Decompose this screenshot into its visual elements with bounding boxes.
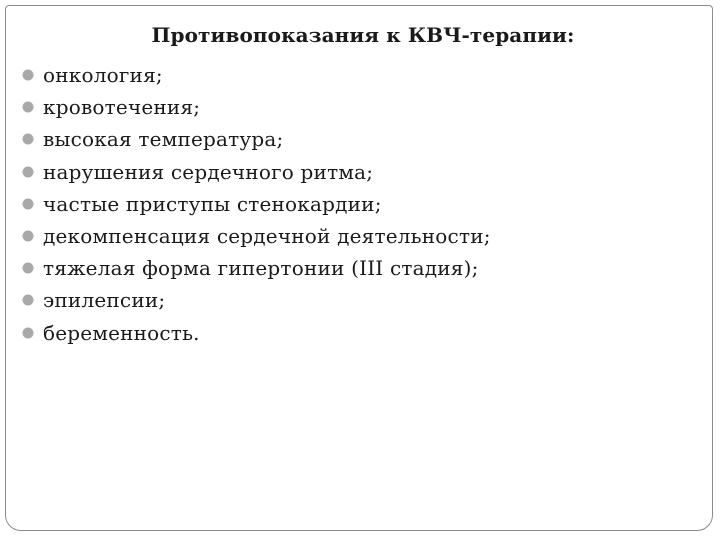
bullet-icon [22,198,34,210]
list-item [22,220,491,252]
bullet-icon [22,294,34,306]
list-item-text: онкология; [43,63,163,88]
list-item-text: частые приступы стенокардии; [43,191,382,216]
bullet-icon [22,166,34,178]
list-item [22,59,491,91]
list-item-text: эпилепсии; [43,288,166,313]
list-item-text: нарушения сердечного ритма; [43,159,374,184]
bullet-icon [22,327,34,339]
bullet-icon [22,133,34,145]
list-item [22,317,491,349]
list-item [22,188,491,220]
list-item [22,156,491,188]
list-item-text: высокая температура; [43,127,284,152]
list-item [22,252,491,284]
bullet-icon [22,101,34,113]
list-item-text: декомпенсация сердечной деятельности; [43,224,491,249]
bullet-icon [22,69,34,81]
bullet-list [22,59,491,349]
bullet-icon [22,262,34,274]
slide-title: Противопоказания к КВЧ-терапии: [151,23,575,47]
bullet-icon [22,230,34,242]
list-item-text: кровотечения; [43,95,201,120]
list-item [22,123,491,155]
list-item [22,91,491,123]
list-item-text: беременность. [43,320,200,345]
list-item-text: тяжелая форма гипертонии (III стадия); [43,256,479,281]
list-item [22,284,491,316]
